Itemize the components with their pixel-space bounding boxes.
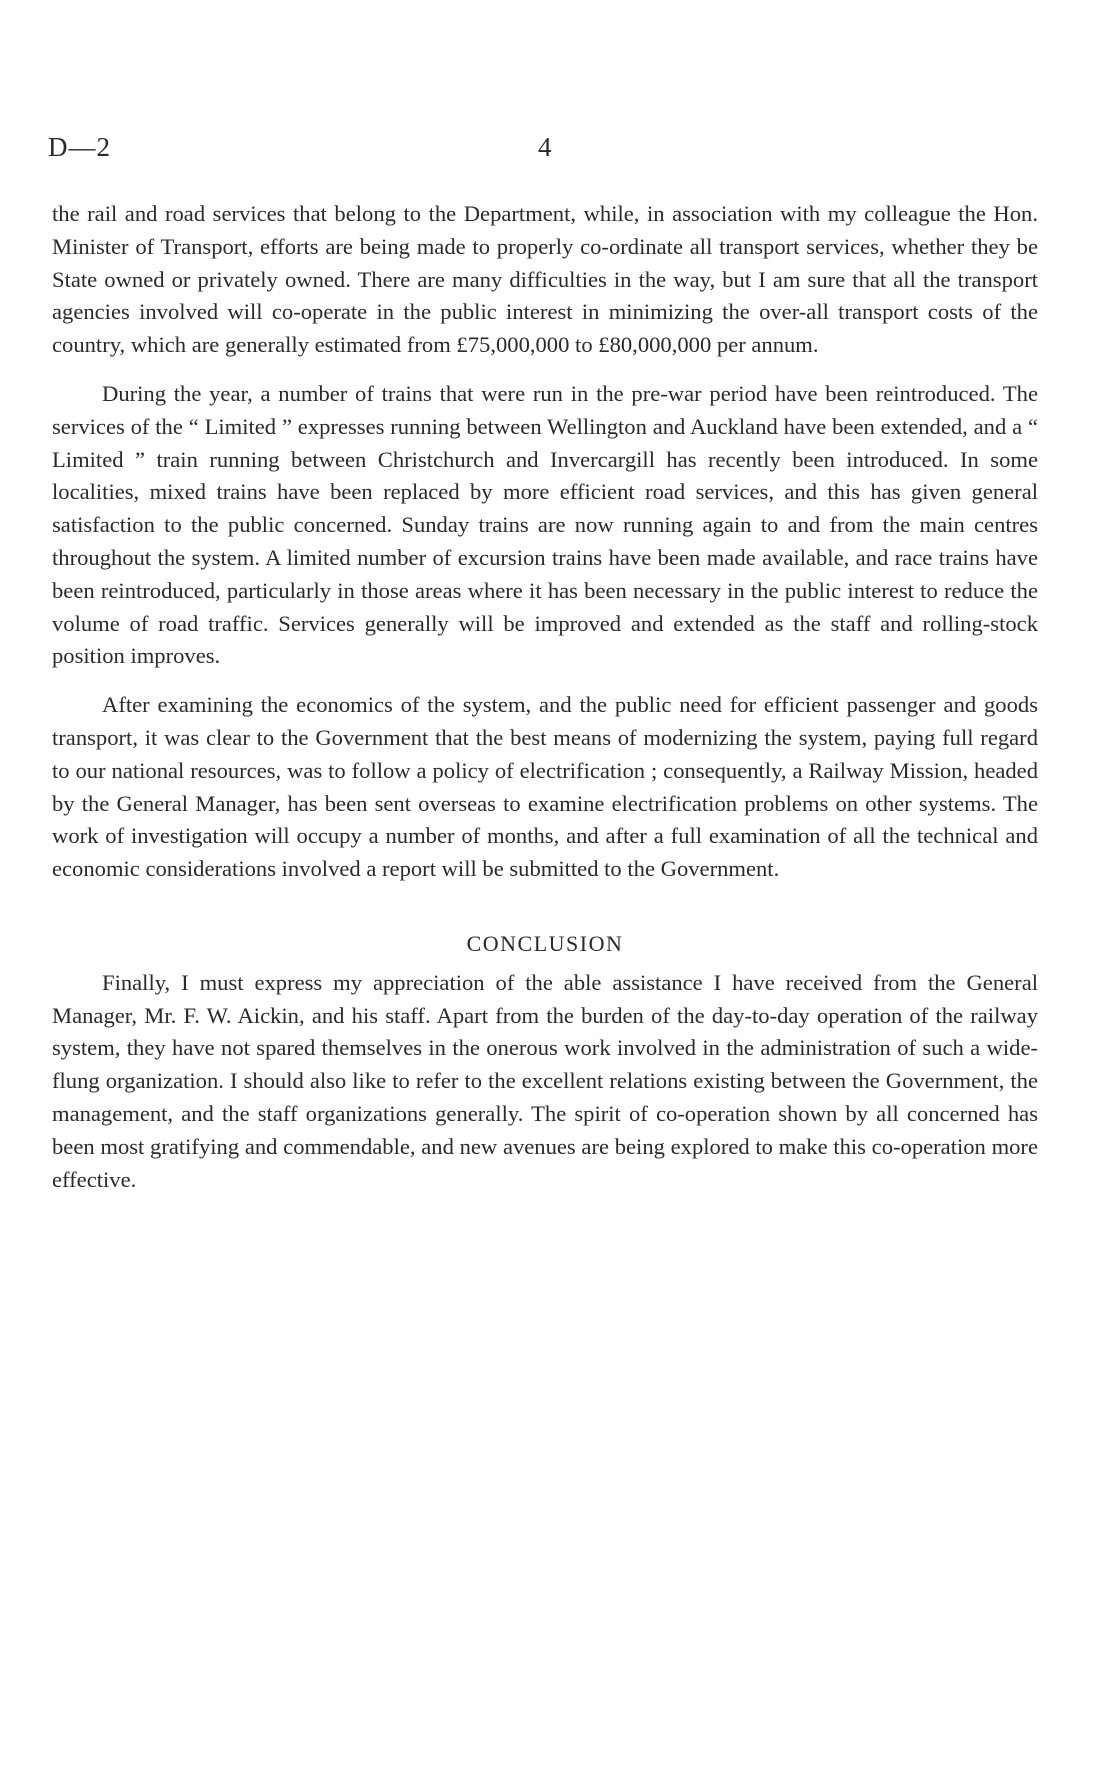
paragraph-trains: During the year, a number of trains that were run in the pre-war period have been reintroduced. The services of the “ Limited ” expresses running between Wellington and Auckland have been extended, and a “ Limited ” train running between Christchurch and Invercargill has recently been introduced. In some localities, mixed trains have been replaced by more efficient road services, and this has given general satisfaction to the public concerned. Sunday trains are now running again to and from the main centres throughout the system. A limited number of excursion trains have been made available, and race trains have been reintroduced, particularly in those areas where it has been necessary in the public interest to reduce the volume of road traffic. Services generally will be improved and extended as the staff and rolling-stock position improves. xyxy=(52,380,1038,669)
paragraph-continuation: the rail and road services that belong to the Department, while, in association with my colleague the Hon. Minister of Transport, efforts are being made to properly co-ordinate all transport services, whether they be State owned or privately owned. There are many difficulties in the way, but I am sure that all the transport agencies involved will co-operate in the public interest in minimizing the over-all transport costs of the country, which are generally estimated from £75,000,000 to £80,000,000 per annum. xyxy=(52,201,1038,358)
section-heading-conclusion: CONCLUSION xyxy=(466,930,624,956)
body-text xyxy=(52,198,1038,1212)
page-reference: D—2 xyxy=(48,132,111,162)
page-header xyxy=(48,132,1048,172)
paragraph-electrification: After examining the economics of the system, and the public need for efficient passenger and goods transport, it was clear to the Government that the best means of modernizing the system, paying full regard to our national resources, was to follow a policy of electrification ; consequently, a Railway Mission, headed by the General Manager, has been sent overseas to examine electrification problems on other systems. The work of investigation will occupy a number of months, and after a full examination of all the technical and economic considerations involved a report will be submitted to the Government. xyxy=(52,692,1038,882)
paragraph-conclusion: Finally, I must express my appreciation of the able assistance I have received from the General Manager, Mr. F. W. Aickin, and his staff. Apart from the burden of the day-to-day operation of the railway system, they have not spared themselves in the onerous work involved in the administration of such a wide-flung organization. I should also like to refer to the excellent relations existing between the Government, the management, and the staff organizations generally. The spirit of co-operation shown by all concerned has been most gratifying and commendable, and new avenues are being explored to make this co-operation more effective. xyxy=(52,969,1038,1192)
page-number: 4 xyxy=(538,132,552,162)
